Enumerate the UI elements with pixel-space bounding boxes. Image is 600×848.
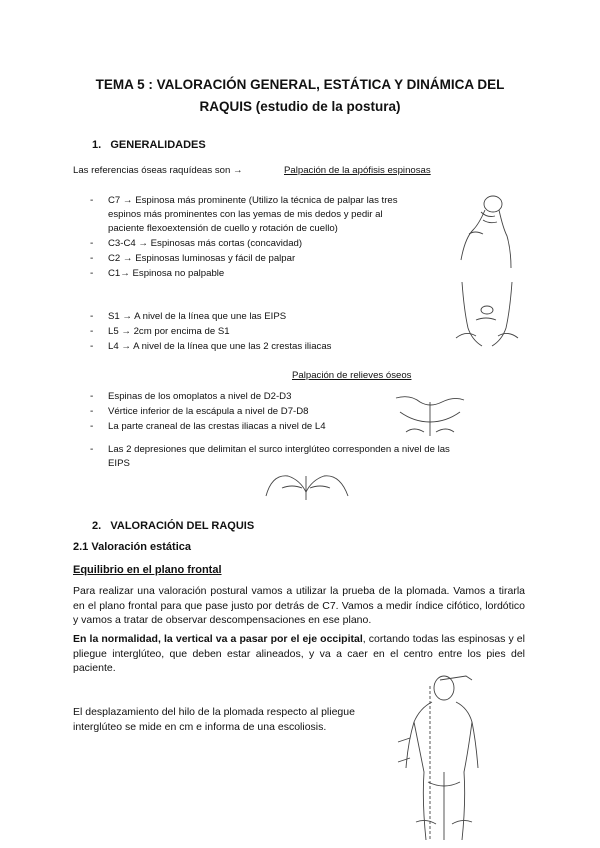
list-item: C2 → Espinosas luminosas y fácil de palpar [108, 253, 296, 264]
paragraph-1: Para realizar una valoración postural vamos a utilizar la prueba de la plomada. Vamos a tirarla en el plano frontal para que pase justo por detrás de C7. Vamos a medir índice cifótico, lordótico y vamos a tratar de observar descompensaciones en ese plano. [73, 585, 525, 626]
list-item: espinos más prominentes con las yemas de mis dedos y pedir al [108, 209, 383, 220]
list-item: C1→ Espinosa no palpable [108, 268, 225, 279]
list-item: La parte craneal de las crestas iliacas a nivel de L4 [108, 421, 326, 432]
paragraph-2-bold: En la normalidad, la vertical va a pasar por el eje occipital [73, 633, 363, 645]
relieves-title: Palpación de relieves óseos [292, 370, 412, 381]
page-subtitle: RAQUIS (estudio de la postura) [199, 99, 401, 114]
neck-palpation-illustration [455, 190, 515, 270]
list-item: C7 → Espinosa más prominente (Utilizo la técnica de palpar las tres [108, 195, 398, 206]
paragraph-2-rest: , cortando todas las espinosas y el pliegue interglúteo, que deben estar alineados, y va a caer en el centro entre los pies del paciente. [73, 633, 525, 674]
section1-title: GENERALIDADES [110, 139, 206, 151]
gluteal-illustration [262, 466, 352, 502]
list-item: L4 → A nivel de la línea que une las 2 crestas iliacas [108, 341, 332, 352]
section1-heading [92, 139, 206, 151]
section2-title: VALORACIÓN DEL RAQUIS [110, 520, 255, 532]
intro-text: Las referencias óseas raquídeas son → [73, 165, 243, 176]
paragraph-3: El desplazamiento del hilo de la plomada respecto al pliegue interglúteo se mide en cm e informa de una escoliosis. [73, 706, 355, 733]
list-item: S1 → A nivel de la línea que une las EIPS [108, 311, 287, 322]
back-illustration [390, 392, 470, 440]
list-item-continuation: EIPS [108, 458, 130, 469]
list-item: Vértice inferior de la escápula a nivel de D7-D8 [108, 406, 309, 417]
plumb-line-illustration [392, 672, 487, 844]
subsection-equilibrio: Equilibrio en el plano frontal [73, 564, 222, 576]
section1-number: 1. [92, 139, 102, 151]
list-item: Las 2 depresiones que delimitan el surco interglúteo corresponden a nivel de las [108, 444, 450, 455]
list-item: C3-C4 → Espinosas más cortas (concavidad) [108, 238, 303, 249]
paragraph-2 [73, 632, 525, 676]
intro-link: Palpación de la apófisis espinosas [284, 165, 431, 176]
list-item: L5 → 2cm por encima de S1 [108, 326, 230, 337]
section2-number: 2. [92, 520, 102, 532]
list-item: paciente flexoextensión de cuello y rotación de cuello) [108, 223, 338, 234]
section2-heading [92, 520, 254, 532]
lumbar-palpation-illustration [452, 280, 522, 350]
list-item: Espinas de los omoplatos a nivel de D2-D3 [108, 391, 292, 402]
page-title: TEMA 5 : VALORACIÓN GENERAL, ESTÁTICA Y DINÁMICA DEL [95, 77, 505, 92]
subsection-2-1: 2.1 Valoración estática [73, 541, 192, 553]
